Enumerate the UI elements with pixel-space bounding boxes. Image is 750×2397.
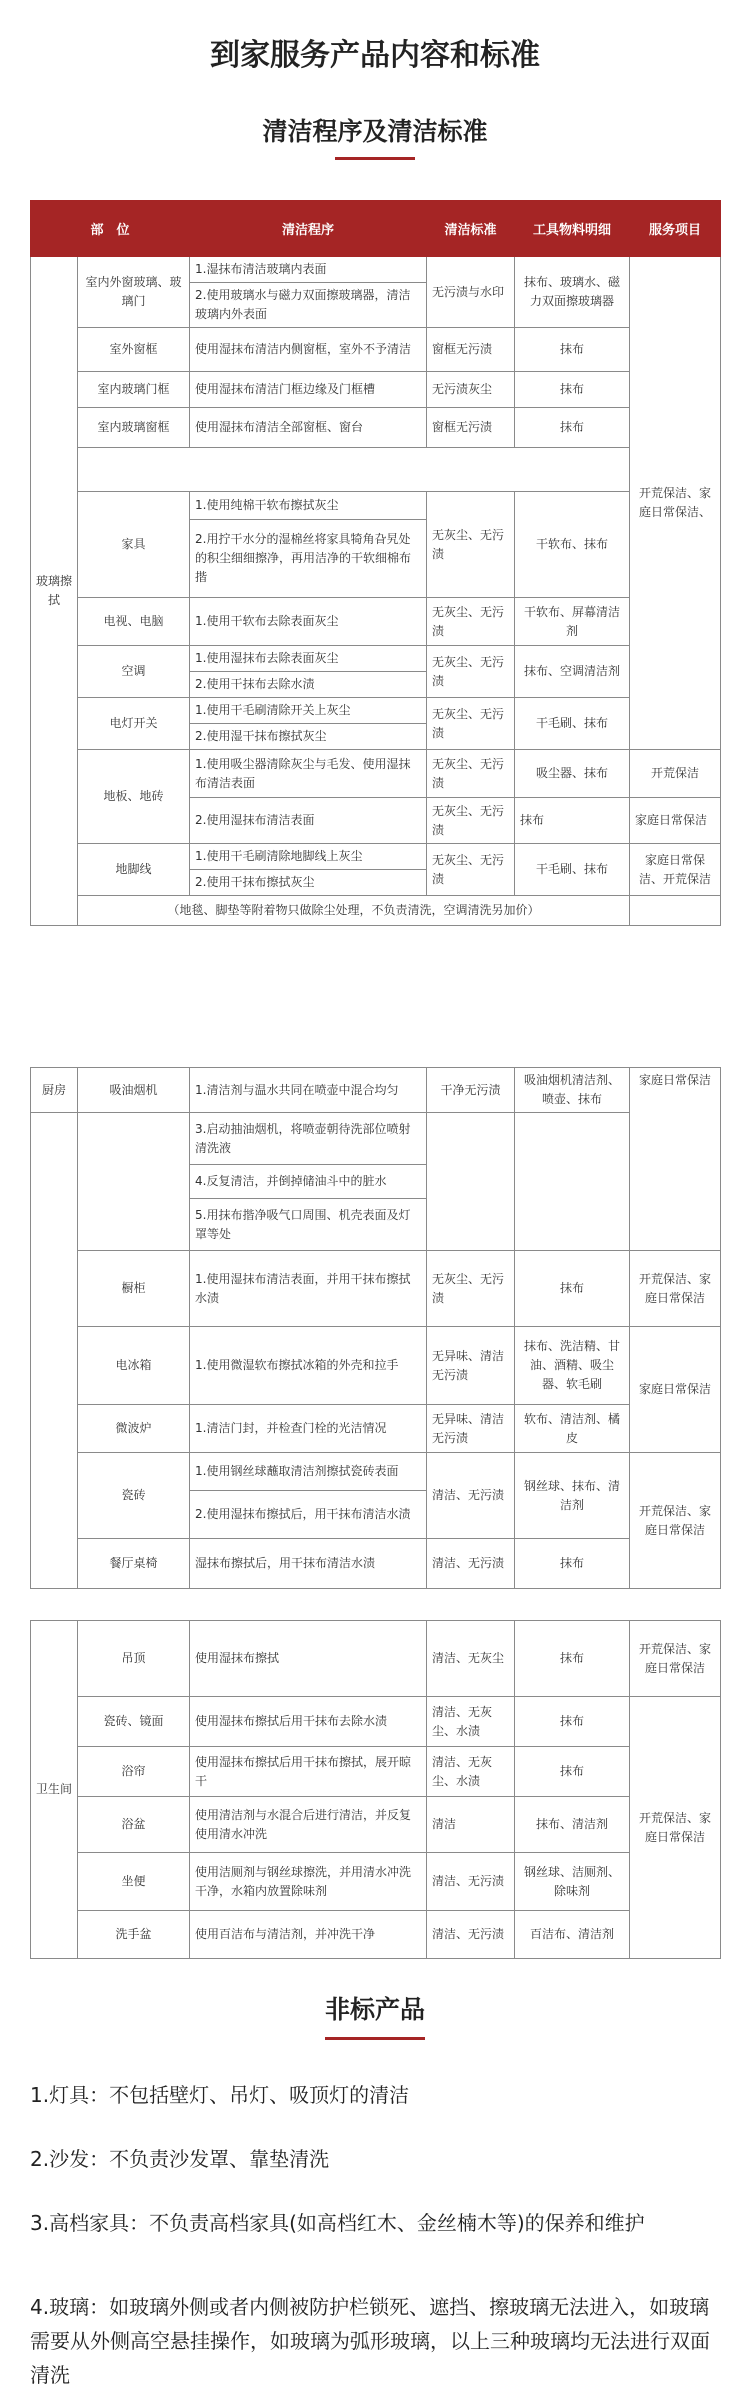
table-row-empty (31, 448, 721, 492)
standard-cell: 无灰尘、无污渍 (427, 1251, 515, 1327)
standard-cell: 清洁、无污渍 (427, 1539, 515, 1589)
procedure-cell: 2.用拧干水分的湿棉丝将家具犄角旮旯处的积尘细细擦净，再用洁净的干软细棉布揩 (190, 520, 427, 598)
standard-cell: 窗框无污渍 (427, 408, 515, 448)
service-cell: 家庭日常保洁 (630, 1327, 721, 1453)
tool-cell: 抹布 (515, 372, 630, 408)
service-cell: 开荒保洁、家庭日常保洁 (630, 1697, 721, 1959)
service-cell: 家庭日常保洁、开荒保洁 (630, 844, 721, 896)
item-name: 室内外窗玻璃、玻璃门 (78, 257, 190, 328)
table-row-note (31, 896, 721, 926)
standard-cell: 干净无污渍 (427, 1068, 515, 1113)
tool-cell: 抹布、玻璃水、磁力双面擦玻璃器 (515, 257, 630, 328)
empty-cell (78, 448, 630, 492)
procedure-cell: 1.湿抹布清洁玻璃内表面 (190, 257, 427, 283)
empty-cell (630, 896, 721, 926)
item-name: 室内玻璃窗框 (78, 408, 190, 448)
table-row (31, 1797, 721, 1853)
procedure-cell: 1.使用微湿软布擦拭冰箱的外壳和拉手 (190, 1327, 427, 1405)
list-item: 4.玻璃：如玻璃外侧或者内侧被防护栏锁死、遮挡、擦玻璃无法进入，如玻璃需要从外侧高空悬挂操作，如玻璃为弧形玻璃，以上三种玻璃均无法进行双面清洗 (30, 2295, 710, 2387)
item-name: 室外窗框 (78, 328, 190, 372)
item-name: 电冰箱 (78, 1327, 190, 1405)
procedure-cell: 4.反复清洁，并倒掉储油斗中的脏水 (190, 1165, 427, 1199)
table-row (31, 1911, 721, 1959)
tool-cell: 抹布 (515, 1697, 630, 1747)
procedure-cell: 使用湿抹布擦拭 (190, 1621, 427, 1697)
table-row (31, 1453, 721, 1491)
table-row (31, 1068, 721, 1113)
procedure-cell: 5.用抹布揩净吸气口周围、机壳表面及灯罩等处 (190, 1199, 427, 1251)
table-row (31, 1539, 721, 1589)
section-underline (335, 157, 415, 160)
standard-cell: 无污渍与水印 (427, 257, 515, 328)
service-cell: 开荒保洁、家庭日常保洁、 (630, 257, 721, 750)
procedure-cell: 使用洁厕剂与钢丝球擦洗，并用清水冲洗干净，水箱内放置除味剂 (190, 1853, 427, 1911)
standard-cell: 无灰尘、无污渍 (427, 844, 515, 896)
table-row (31, 844, 721, 870)
item-name: 吸油烟机 (78, 1068, 190, 1113)
list-item: 2.沙发：不负责沙发罩、靠垫清洗 (30, 2147, 330, 2171)
tool-cell: 抹布 (515, 1539, 630, 1589)
page-title: 到家服务产品内容和标准 (210, 38, 540, 73)
procedure-cell: 1.使用湿抹布清洁表面，并用干抹布擦拭水渍 (190, 1251, 427, 1327)
table-row (31, 1113, 721, 1165)
table-row (31, 1621, 721, 1697)
procedure-cell: 使用湿抹布清洁内侧窗框，室外不予清洁 (190, 328, 427, 372)
procedure-cell: 2.使用干抹布去除水渍 (190, 672, 427, 698)
item-name: 浴帘 (78, 1747, 190, 1797)
tool-cell: 软布、清洁剂、橘皮 (515, 1405, 630, 1453)
tool-cell: 干软布、抹布 (515, 492, 630, 598)
procedure-cell: 2.使用玻璃水与磁力双面擦玻璃器，清洁玻璃内外表面 (190, 283, 427, 328)
item-name: 餐厅桌椅 (78, 1539, 190, 1589)
service-cell: 开荒保洁、家庭日常保洁 (630, 1621, 721, 1697)
tool-cell: 钢丝球、洁厕剂、除味剂 (515, 1853, 630, 1911)
table-row (31, 1327, 721, 1405)
tool-cell: 钢丝球、抹布、清洁剂 (515, 1453, 630, 1539)
item-name: 微波炉 (78, 1405, 190, 1453)
item-name: 吊顶 (78, 1621, 190, 1697)
table-row (31, 372, 721, 408)
empty-cell (31, 1113, 78, 1589)
service-cell: 家庭日常保洁 (630, 798, 721, 844)
bathroom-table (30, 1620, 721, 1959)
tool-cell: 抹布、清洁剂 (515, 1797, 630, 1853)
table-row (31, 1251, 721, 1327)
standard-cell: 无灰尘、无污渍 (427, 750, 515, 798)
standard-cell: 清洁、无灰尘、水渍 (427, 1697, 515, 1747)
standard-cell: 清洁、无污渍 (427, 1453, 515, 1539)
tool-cell: 抹布 (515, 1621, 630, 1697)
item-name: 地脚线 (78, 844, 190, 896)
item-name: 瓷砖 (78, 1453, 190, 1539)
table-row (31, 1853, 721, 1911)
item-name: 坐便 (78, 1853, 190, 1911)
standard-cell: 无污渍灰尘 (427, 372, 515, 408)
item-name: 浴盆 (78, 1797, 190, 1853)
category-bathroom: 卫生间 (31, 1621, 78, 1959)
tool-cell: 干毛刷、抹布 (515, 698, 630, 750)
item-name: 橱柜 (78, 1251, 190, 1327)
standard-cell: 清洁、无灰尘、水渍 (427, 1747, 515, 1797)
section-title-cleaning: 清洁程序及清洁标准 (262, 117, 488, 146)
standard-cell: 清洁、无污渍 (427, 1911, 515, 1959)
category-glass: 玻璃擦拭 (31, 257, 78, 926)
note-cell: （地毯、脚垫等附着物只做除尘处理，不负责清洗，空调清洗另加价） (78, 896, 630, 926)
table-row (31, 257, 721, 283)
procedure-cell: 使用湿抹布擦拭后用干抹布擦拭，展开晾干 (190, 1747, 427, 1797)
table-row (31, 1697, 721, 1747)
tool-cell: 抹布、空调清洁剂 (515, 646, 630, 698)
procedure-cell: 使用清洁剂与水混合后进行清洁，并反复使用清水冲洗 (190, 1797, 427, 1853)
procedure-cell: 2.使用湿抹布擦拭后，用干抹布清洁水渍 (190, 1491, 427, 1539)
item-name: 地板、地砖 (78, 750, 190, 844)
procedure-cell: 1.使用吸尘器清除灰尘与毛发、使用湿抹布清洁表面 (190, 750, 427, 798)
table-row (31, 492, 721, 520)
item-name: 室内玻璃门框 (78, 372, 190, 408)
standard-cell: 无灰尘、无污渍 (427, 492, 515, 598)
empty-cell (427, 1113, 515, 1251)
procedure-cell: 使用百洁布与清洁剂，并冲洗干净 (190, 1911, 427, 1959)
standard-cell: 清洁、无灰尘 (427, 1621, 515, 1697)
cleaning-standards-table (30, 200, 721, 926)
standard-cell: 无异味、清洁无污渍 (427, 1327, 515, 1405)
standard-cell: 无灰尘、无污渍 (427, 598, 515, 646)
table-row (31, 646, 721, 672)
tool-cell: 抹布 (515, 1251, 630, 1327)
item-name: 电灯开关 (78, 698, 190, 750)
standard-cell: 无灰尘、无污渍 (427, 798, 515, 844)
table-row (31, 750, 721, 798)
tool-cell: 干软布、屏幕清洁剂 (515, 598, 630, 646)
tool-cell: 抹布 (515, 1747, 630, 1797)
procedure-cell: 使用湿抹布擦拭后用干抹布去除水渍 (190, 1697, 427, 1747)
procedure-cell: 2.使用湿干抹布擦拭灰尘 (190, 724, 427, 750)
procedure-cell: 1.使用干毛刷清除地脚线上灰尘 (190, 844, 427, 870)
procedure-cell: 2.使用湿抹布清洁表面 (190, 798, 427, 844)
section-underline (325, 2037, 425, 2040)
list-item: 3.高档家具：不负责高档家具(如高档红木、金丝楠木等)的保养和维护 (30, 2211, 645, 2235)
list-item: 1.灯具：不包括壁灯、吊灯、吸顶灯的清洁 (30, 2083, 410, 2107)
table-row (31, 408, 721, 448)
item-name: 洗手盆 (78, 1911, 190, 1959)
table-row (31, 1747, 721, 1797)
section-title-nonstandard: 非标产品 (324, 1995, 425, 2024)
table-header-row (31, 201, 721, 257)
tool-cell: 吸油烟机清洁剂、喷壶、抹布 (515, 1068, 630, 1113)
procedure-cell: 1.使用干软布去除表面灰尘 (190, 598, 427, 646)
procedure-cell: 1.清洁剂与温水共同在喷壶中混合均匀 (190, 1068, 427, 1113)
header-location: 部 位 (31, 201, 190, 257)
standard-cell: 窗框无污渍 (427, 328, 515, 372)
service-cell: 开荒保洁 (630, 750, 721, 798)
service-cell: 开荒保洁、家庭日常保洁 (630, 1453, 721, 1589)
item-name: 空调 (78, 646, 190, 698)
procedure-cell: 1.使用钢丝球蘸取清洁剂擦拭瓷砖表面 (190, 1453, 427, 1491)
service-cell: 家庭日常保洁 (630, 1068, 721, 1251)
service-cell: 开荒保洁、家庭日常保洁 (630, 1251, 721, 1327)
header-service: 服务项目 (630, 201, 721, 257)
standard-cell: 无灰尘、无污渍 (427, 698, 515, 750)
tool-cell: 抹布 (515, 408, 630, 448)
table-row (31, 598, 721, 646)
standard-cell: 无异味、清洁无污渍 (427, 1405, 515, 1453)
procedure-cell: 3.启动抽油烟机，将喷壶朝待洗部位喷射清洗液 (190, 1113, 427, 1165)
tool-cell: 抹布 (515, 798, 630, 844)
procedure-cell: 使用湿抹布清洁门框边缘及门框槽 (190, 372, 427, 408)
tool-cell: 吸尘器、抹布 (515, 750, 630, 798)
item-name: 瓷砖、镜面 (78, 1697, 190, 1747)
tool-cell: 百洁布、清洁剂 (515, 1911, 630, 1959)
table-row (31, 328, 721, 372)
procedure-cell: 1.使用纯棉干软布擦拭灰尘 (190, 492, 427, 520)
empty-cell (515, 1113, 630, 1251)
tool-cell: 抹布、洗洁精、甘油、酒精、吸尘器、软毛刷 (515, 1327, 630, 1405)
procedure-cell: 1.清洁门封，并检查门栓的光洁情况 (190, 1405, 427, 1453)
item-name: 家具 (78, 492, 190, 598)
category-kitchen: 厨房 (31, 1068, 78, 1113)
empty-cell (78, 1113, 190, 1251)
header-procedure: 清洁程序 (190, 201, 427, 257)
procedure-cell: 2.使用干抹布擦拭灰尘 (190, 870, 427, 896)
header-tools: 工具物料明细 (515, 201, 630, 257)
item-name: 电视、电脑 (78, 598, 190, 646)
tool-cell: 干毛刷、抹布 (515, 844, 630, 896)
procedure-cell: 使用湿抹布清洁全部窗框、窗台 (190, 408, 427, 448)
standard-cell: 无灰尘、无污渍 (427, 646, 515, 698)
header-standard: 清洁标准 (427, 201, 515, 257)
kitchen-bath-table (30, 1067, 721, 1589)
procedure-cell: 1.使用干毛刷清除开关上灰尘 (190, 698, 427, 724)
table-row (31, 698, 721, 724)
standard-cell: 清洁 (427, 1797, 515, 1853)
procedure-cell: 湿抹布擦拭后，用干抹布清洁水渍 (190, 1539, 427, 1589)
tool-cell: 抹布 (515, 328, 630, 372)
table-row (31, 1405, 721, 1453)
procedure-cell: 1.使用湿抹布去除表面灰尘 (190, 646, 427, 672)
standard-cell: 清洁、无污渍 (427, 1853, 515, 1911)
